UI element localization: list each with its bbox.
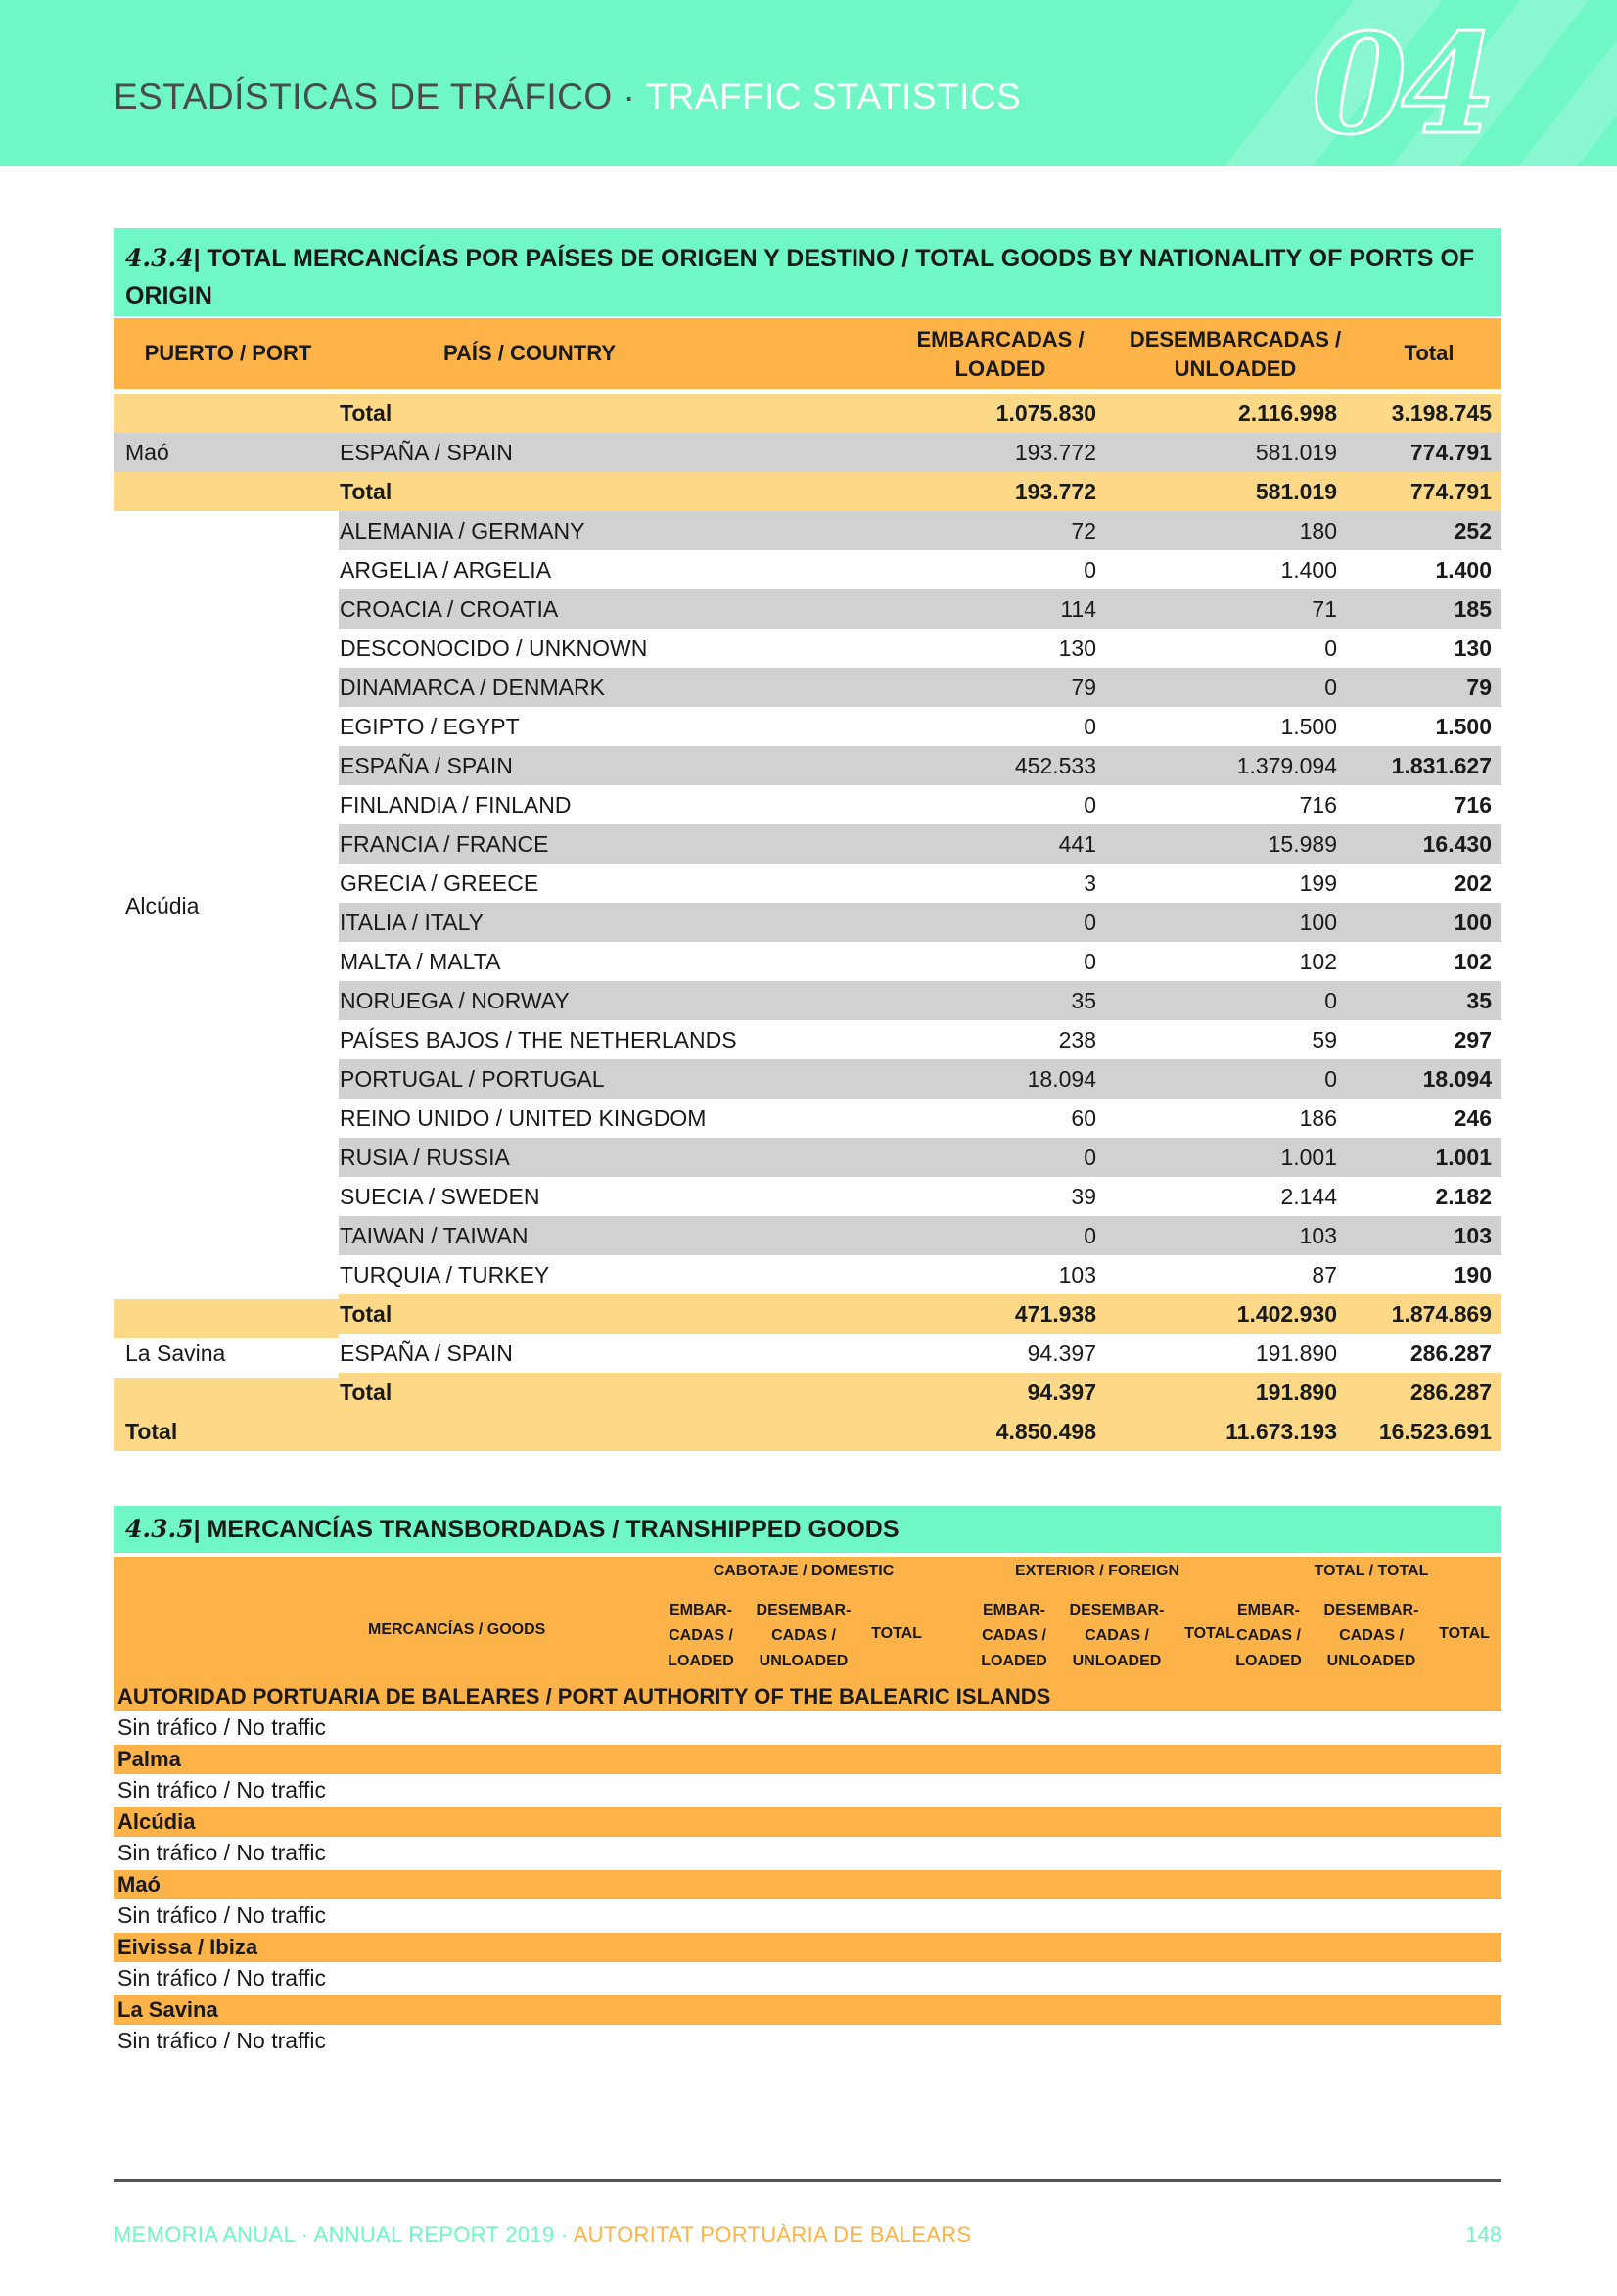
cell-total: 3.198.745 (1391, 400, 1492, 426)
col-header-desembarcadas: DESEMBAR- CADAS / UNLOADED (1069, 1602, 1165, 1669)
row-cells (339, 864, 1502, 903)
cell-loaded: 471.938 (1014, 1301, 1096, 1327)
row-cells (114, 433, 1502, 472)
cell-total: 716 (1454, 792, 1492, 818)
cell-country: ESPAÑA / SPAIN (340, 753, 513, 778)
cell-unloaded: 2.116.998 (1237, 400, 1337, 426)
cell-unloaded: 15.989 (1268, 831, 1337, 857)
cell-unloaded: 0 (1324, 635, 1337, 661)
cell-total: 1.400 (1435, 557, 1492, 583)
table-row (114, 903, 1502, 942)
total-row (114, 1412, 1502, 1451)
page-title-en: TRAFFIC STATISTICS (645, 76, 1022, 117)
port-cell-band (114, 1378, 339, 1417)
row-cells (339, 903, 1502, 942)
no-traffic-row: Sin tráfico / No traffic (114, 1711, 1502, 1745)
port-cell-band (114, 472, 339, 511)
cell-unloaded: 1.001 (1280, 1145, 1337, 1170)
cell-total: 100 (1454, 910, 1492, 935)
table-row (114, 511, 1502, 550)
cell-loaded: 39 (1071, 1184, 1096, 1209)
cell-country: FRANCIA / FRANCE (340, 831, 549, 857)
row-cells (339, 1138, 1502, 1177)
table-body (114, 394, 1502, 1451)
cell-unloaded: 0 (1324, 675, 1337, 700)
footer-report-name: MEMORIA ANUAL · ANNUAL REPORT 2019 · (114, 2223, 569, 2247)
cell-total: 185 (1454, 596, 1492, 622)
cell-unloaded: 1.500 (1280, 714, 1337, 739)
cell-country: MALTA / MALTA (340, 949, 501, 974)
col-header-port: PUERTO / PORT (144, 341, 312, 365)
page-number: 148 (1465, 2223, 1502, 2247)
cell-port: La Savina (125, 1340, 226, 1366)
group-header-domestic: CABOTAJE / DOMESTIC (713, 1563, 895, 1579)
cell-loaded: 0 (1084, 949, 1096, 974)
group-header-total: TOTAL / TOTAL (1314, 1563, 1429, 1579)
cell-total: 1.874.869 (1391, 1301, 1492, 1327)
cell-loaded: 441 (1058, 831, 1096, 857)
cell-unloaded: 1.402.930 (1236, 1301, 1337, 1327)
row-cells (339, 1020, 1502, 1059)
row-cells (114, 1412, 1502, 1451)
col-header-unloaded: DESEMBARCADAS / UNLOADED (1129, 327, 1342, 381)
cell-country: Total (340, 400, 393, 426)
table-row (114, 942, 1502, 981)
port-cell-band (114, 394, 339, 433)
row-cells (339, 942, 1502, 981)
chapter-number: 04 (1312, 5, 1491, 165)
cell-country: Total (340, 1380, 393, 1405)
cell-loaded: 103 (1058, 1262, 1096, 1288)
port-group-row: Eivissa / Ibiza (114, 1933, 1502, 1962)
cell-country: FINLANDIA / FINLAND (340, 792, 572, 818)
col-header-loaded: EMBARCADAS / LOADED (916, 327, 1085, 381)
section-title-4-3-4 (114, 228, 1502, 316)
col-header-desembarcadas: DESEMBAR- CADAS / UNLOADED (756, 1602, 852, 1669)
cell-country: ESPAÑA / SPAIN (340, 1340, 513, 1366)
cell-country: SUECIA / SWEDEN (340, 1184, 540, 1209)
cell-unloaded: 100 (1299, 910, 1337, 935)
cell-country: DINAMARCA / DENMARK (340, 675, 605, 700)
cell-country: TAIWAN / TAIWAN (340, 1223, 529, 1248)
cell-unloaded: 87 (1312, 1262, 1337, 1288)
cell-loaded: 193.772 (1014, 440, 1096, 465)
cell-total: 286.287 (1409, 1340, 1492, 1366)
no-traffic-row: Sin tráfico / No traffic (114, 2025, 1502, 2058)
table-row (114, 1216, 1502, 1255)
cell-country: ESPAÑA / SPAIN (340, 440, 513, 465)
no-traffic-row: Sin tráfico / No traffic (114, 1962, 1502, 1995)
cell-unloaded: 581.019 (1255, 440, 1337, 465)
cell-loaded: 193.772 (1014, 479, 1096, 504)
row-cells (339, 707, 1502, 746)
no-traffic-row: Sin tráfico / No traffic (114, 1774, 1502, 1807)
cell-total: 190 (1454, 1262, 1492, 1288)
col-header-total: TOTAL (1184, 1625, 1235, 1642)
cell-total: 79 (1466, 675, 1492, 700)
cell-country: RUSIA / RUSSIA (340, 1145, 510, 1170)
cell-loaded: 18.094 (1027, 1066, 1096, 1092)
cell-loaded: 0 (1084, 1145, 1096, 1170)
row-cells (339, 394, 1502, 433)
cell-loaded: 130 (1058, 635, 1096, 661)
row-cells (339, 1059, 1502, 1099)
header-band (0, 0, 1617, 166)
cell-total: 2.182 (1435, 1184, 1492, 1209)
port-group-row: AUTORIDAD PORTUARIA DE BALEARES / PORT AUTHORITY OF THE BALEARIC ISLANDS (114, 1682, 1502, 1711)
row-cells (339, 746, 1502, 785)
transhipped-table-header (114, 1557, 1502, 1682)
cell-total: 35 (1466, 988, 1492, 1013)
cell-unloaded: 716 (1299, 792, 1337, 818)
row-cells (339, 824, 1502, 864)
cell-loaded: 94.397 (1027, 1340, 1096, 1366)
cell-total: 252 (1454, 518, 1492, 543)
table-row (114, 1099, 1502, 1138)
cell-country: ITALIA / ITALY (340, 910, 484, 935)
cell-loaded: 3 (1084, 870, 1096, 896)
col-header-embarcadas: EMBAR- CADAS / LOADED (1235, 1602, 1302, 1669)
transhipped-table-body (114, 1682, 1502, 2058)
cell-unloaded: 2.144 (1280, 1184, 1337, 1209)
row-cells (339, 1216, 1502, 1255)
cell-unloaded: 0 (1324, 988, 1337, 1013)
cell-unloaded: 1.379.094 (1236, 753, 1337, 778)
table-row (114, 1138, 1502, 1177)
col-header-goods: MERCANCÍAS / GOODS (368, 1621, 546, 1638)
cell-country: TURQUIA / TURKEY (340, 1262, 550, 1288)
cell-port: Total (125, 1419, 178, 1444)
table-header (114, 318, 1502, 389)
cell-total: 1.831.627 (1391, 753, 1492, 778)
cell-unloaded: 59 (1312, 1027, 1337, 1053)
cell-loaded: 72 (1071, 518, 1096, 543)
col-header-total: TOTAL (871, 1625, 922, 1642)
row-cells (339, 785, 1502, 824)
cell-unloaded: 11.673.193 (1225, 1419, 1337, 1444)
port-group-row: Palma (114, 1745, 1502, 1774)
port-group-row: La Savina (114, 1995, 1502, 2025)
port-group-row: Maó (114, 1870, 1502, 1899)
row-cells (339, 1177, 1502, 1216)
cell-loaded: 452.533 (1014, 753, 1096, 778)
cell-unloaded: 103 (1299, 1223, 1337, 1248)
table-row (114, 1255, 1502, 1294)
cell-total: 202 (1454, 870, 1492, 896)
cell-loaded: 0 (1084, 1223, 1096, 1248)
row-cells (339, 550, 1502, 589)
col-header-embarcadas: EMBAR- CADAS / LOADED (981, 1602, 1047, 1669)
cell-unloaded: 71 (1312, 596, 1337, 622)
col-header-total: Total (1404, 341, 1455, 365)
cell-loaded: 60 (1071, 1105, 1096, 1131)
cell-loaded: 238 (1058, 1027, 1096, 1053)
cell-total: 16.523.691 (1378, 1419, 1492, 1444)
row-cells (114, 1334, 1502, 1373)
no-traffic-row: Sin tráfico / No traffic (114, 1837, 1502, 1870)
cell-total: 1.001 (1435, 1145, 1492, 1170)
cell-total: 103 (1454, 1223, 1492, 1248)
row-cells (339, 629, 1502, 668)
no-traffic-row: Sin tráfico / No traffic (114, 1899, 1502, 1933)
cell-total: 774.791 (1409, 479, 1492, 504)
row-cells (339, 981, 1502, 1020)
cell-total: 286.287 (1409, 1380, 1492, 1405)
col-header-total: TOTAL (1439, 1625, 1490, 1642)
cell-country: GRECIA / GREECE (340, 870, 539, 896)
col-header-embarcadas: EMBAR- CADAS / LOADED (668, 1602, 734, 1669)
cell-loaded: 0 (1084, 714, 1096, 739)
table-row (114, 824, 1502, 864)
table-row (114, 1334, 1502, 1373)
table-row (114, 668, 1502, 707)
port-group-row: Alcúdia (114, 1807, 1502, 1837)
footer-text (114, 2223, 971, 2248)
cell-total: 297 (1454, 1027, 1492, 1053)
cell-country: NORUEGA / NORWAY (340, 988, 570, 1013)
footer-divider (114, 2179, 1502, 2182)
cell-loaded: 4.850.498 (995, 1419, 1096, 1444)
cell-country: PORTUGAL / PORTUGAL (340, 1066, 605, 1092)
cell-unloaded: 180 (1299, 518, 1337, 543)
page-title-es: ESTADÍSTICAS DE TRÁFICO · (114, 76, 636, 117)
cell-total: 102 (1454, 949, 1492, 974)
cell-loaded: 94.397 (1027, 1380, 1096, 1405)
row-cells (339, 511, 1502, 550)
cell-country: REINO UNIDO / UNITED KINGDOM (340, 1105, 707, 1131)
cell-country: Total (340, 1301, 393, 1327)
section-number: 4.3.5 (125, 1515, 194, 1543)
row-cells (339, 1294, 1502, 1334)
footer-authority-name: AUTORITAT PORTUÀRIA DE BALEARS (573, 2223, 972, 2247)
cell-total: 246 (1454, 1105, 1492, 1131)
cell-unloaded: 0 (1324, 1066, 1337, 1092)
table-row (114, 550, 1502, 589)
cell-loaded: 0 (1084, 792, 1096, 818)
section-title-line1: | TOTAL MERCANCÍAS POR PAÍSES DE ORIGEN Y DESTINO / TOTAL GOODS BY NATIONALITY OF PORTS OF ORIGIN (125, 245, 1475, 309)
cell-unloaded: 102 (1299, 949, 1337, 974)
table-row (114, 1059, 1502, 1099)
table-row (114, 864, 1502, 903)
cell-loaded: 114 (1060, 596, 1096, 622)
cell-total: 774.791 (1409, 440, 1492, 465)
cell-loaded: 0 (1084, 910, 1096, 935)
cell-country: EGIPTO / EGYPT (340, 714, 520, 739)
row-cells (339, 589, 1502, 629)
col-header-country: PAÍS / COUNTRY (442, 341, 616, 365)
cell-loaded: 1.075.830 (995, 400, 1096, 426)
cell-total: 130 (1454, 635, 1492, 661)
cell-country: ALEMANIA / GERMANY (340, 518, 585, 543)
cell-loaded: 79 (1071, 675, 1096, 700)
table-row (114, 629, 1502, 668)
section-title-4-3-5 (114, 1506, 1502, 1553)
row-cells (339, 1099, 1502, 1138)
cell-total: 1.500 (1435, 714, 1492, 739)
cell-unloaded: 581.019 (1255, 479, 1337, 504)
col-header-desembarcadas: DESEMBAR- CADAS / UNLOADED (1323, 1602, 1419, 1669)
table-row (114, 707, 1502, 746)
port-label-alcudia: Alcúdia (125, 892, 200, 918)
cell-unloaded: 191.890 (1255, 1380, 1337, 1405)
table-row (114, 981, 1502, 1020)
section-number: 4.3.4 (125, 244, 194, 272)
table-row (114, 746, 1502, 785)
cell-unloaded: 1.400 (1280, 557, 1337, 583)
cell-country: ARGELIA / ARGELIA (340, 557, 552, 583)
cell-unloaded: 186 (1299, 1105, 1337, 1131)
group-header-foreign: EXTERIOR / FOREIGN (1014, 1563, 1179, 1579)
section-title-text: | MERCANCÍAS TRANSBORDADAS / TRANSHIPPED GOODS (193, 1516, 900, 1543)
table-row (114, 1177, 1502, 1216)
cell-country: DESCONOCIDO / UNKNOWN (340, 635, 648, 661)
cell-unloaded: 199 (1299, 870, 1337, 896)
page-title (114, 76, 1021, 117)
row-cells (339, 1255, 1502, 1294)
cell-loaded: 0 (1084, 557, 1096, 583)
table-row (114, 589, 1502, 629)
cell-country: CROACIA / CROATIA (340, 596, 559, 622)
row-cells (339, 472, 1502, 511)
cell-total: 16.430 (1422, 831, 1492, 857)
cell-port: Maó (125, 440, 169, 465)
cell-total: 18.094 (1422, 1066, 1492, 1092)
cell-country: PAÍSES BAJOS / THE NETHERLANDS (340, 1027, 737, 1053)
row-cells (339, 1373, 1502, 1412)
table-row (114, 1020, 1502, 1059)
table-row (114, 433, 1502, 472)
cell-country: Total (340, 479, 393, 504)
cell-unloaded: 191.890 (1255, 1340, 1337, 1366)
table-row (114, 785, 1502, 824)
cell-loaded: 35 (1071, 988, 1096, 1013)
row-cells (339, 668, 1502, 707)
port-cell-band (114, 1299, 339, 1338)
